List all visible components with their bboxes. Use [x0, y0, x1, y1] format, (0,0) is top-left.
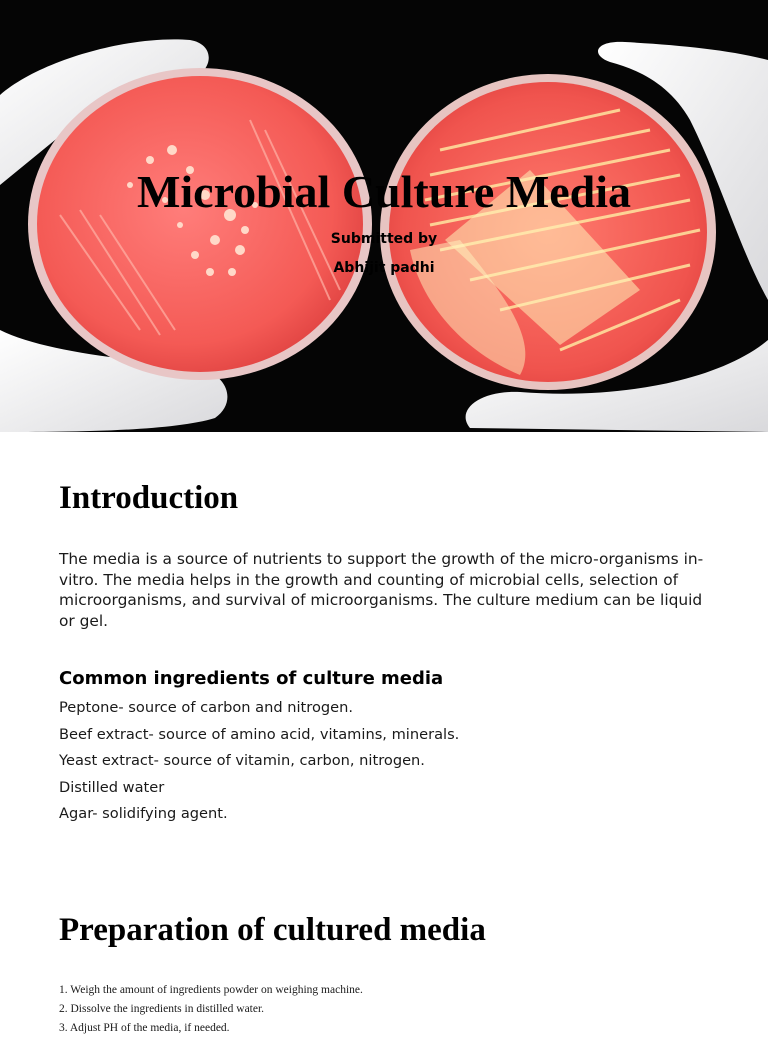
introduction-paragraph: The media is a source of nutrients to support the growth of the micro-organisms in-vitro. The media helps in the growth and counting of microbial cells, selection of microorganisms, and survival of microorganisms. The culture medium can be liquid or gel. — [59, 550, 704, 630]
cover-image — [0, 0, 768, 432]
list-item: Peptone- source of carbon and nitrogen. — [59, 699, 354, 716]
preparation-steps — [59, 981, 363, 1038]
list-item: 1. Weigh the amount of ingredients powder on weighing machine. — [59, 984, 363, 996]
ingredients-heading: Common ingredients of culture media — [59, 668, 444, 689]
submitted-by-label: Submitted by — [330, 231, 438, 247]
list-item: Agar- solidifying agent. — [59, 805, 228, 823]
presentation-title: Microbial Culture Media — [136, 166, 632, 217]
list-item: 3. Adjust PH of the media, if needed. — [59, 1022, 230, 1034]
introduction-heading: Introduction — [59, 480, 239, 516]
list-item: Yeast extract- source of vitamin, carbon, nitrogen. — [59, 752, 425, 770]
preparation-heading: Preparation of cultured media — [59, 912, 486, 948]
list-item: 2. Dissolve the ingredients in distilled water. — [59, 1003, 265, 1015]
author-name: Abhijit padhi — [333, 260, 435, 276]
list-item: Beef extract- source of amino acid, vitamins, minerals. — [59, 725, 460, 743]
list-item: Distilled water — [59, 778, 165, 796]
ingredients-list — [59, 695, 459, 828]
